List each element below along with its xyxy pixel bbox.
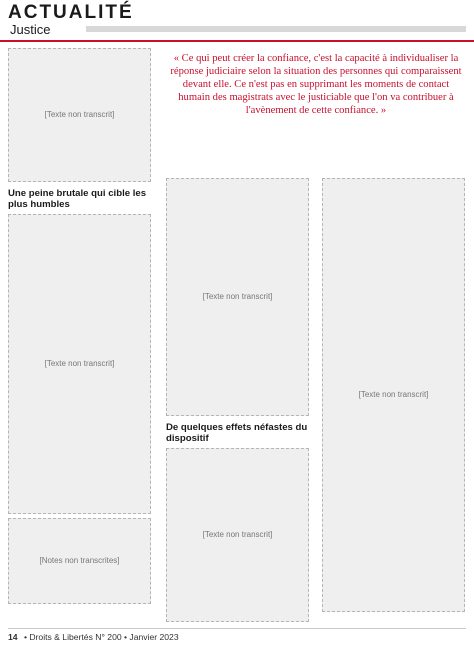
article-column-1: [8, 48, 151, 604]
header-bar: [86, 26, 466, 32]
column-2-body-bottom-placeholder: [Texte non transcrit]: [166, 448, 309, 622]
column-1-body-mid-placeholder: [Texte non transcrit]: [8, 214, 151, 514]
page-footer: [8, 628, 466, 642]
column-3-body-placeholder: [Texte non transcrit]: [322, 178, 465, 612]
section-subtitle: Justice: [10, 22, 51, 37]
page-number: 14: [8, 632, 18, 642]
column-2-body-top-placeholder: [Texte non transcrit]: [166, 178, 309, 416]
column-2-subhead: De quelques effets néfastes du dispositif: [166, 422, 308, 444]
article-column-3: [322, 178, 465, 612]
page-header: [0, 0, 474, 42]
publication-info: • Droits & Libertés N° 200 • Janvier 2023: [23, 632, 179, 642]
pull-quote: « Ce qui peut créer la confiance, c'est la capacité à individualiser la réponse judiciaire selon la situation des personnes qui comparaissent devant elle. Ce n'est pas en supprimant les moments de contact humain des magistrats avec le justiciable que l'on va contribuer à l'avènement de cette confiance. »: [170, 53, 462, 116]
column-1-notes-placeholder: [Notes non transcrites]: [8, 518, 151, 604]
column-1-body-top-placeholder: [Texte non transcrit]: [8, 48, 151, 182]
column-1-subhead: Une peine brutale qui cible les plus humbles: [8, 188, 147, 210]
article-column-2: [166, 178, 309, 622]
section-title: ACTUALITÉ: [8, 2, 134, 23]
